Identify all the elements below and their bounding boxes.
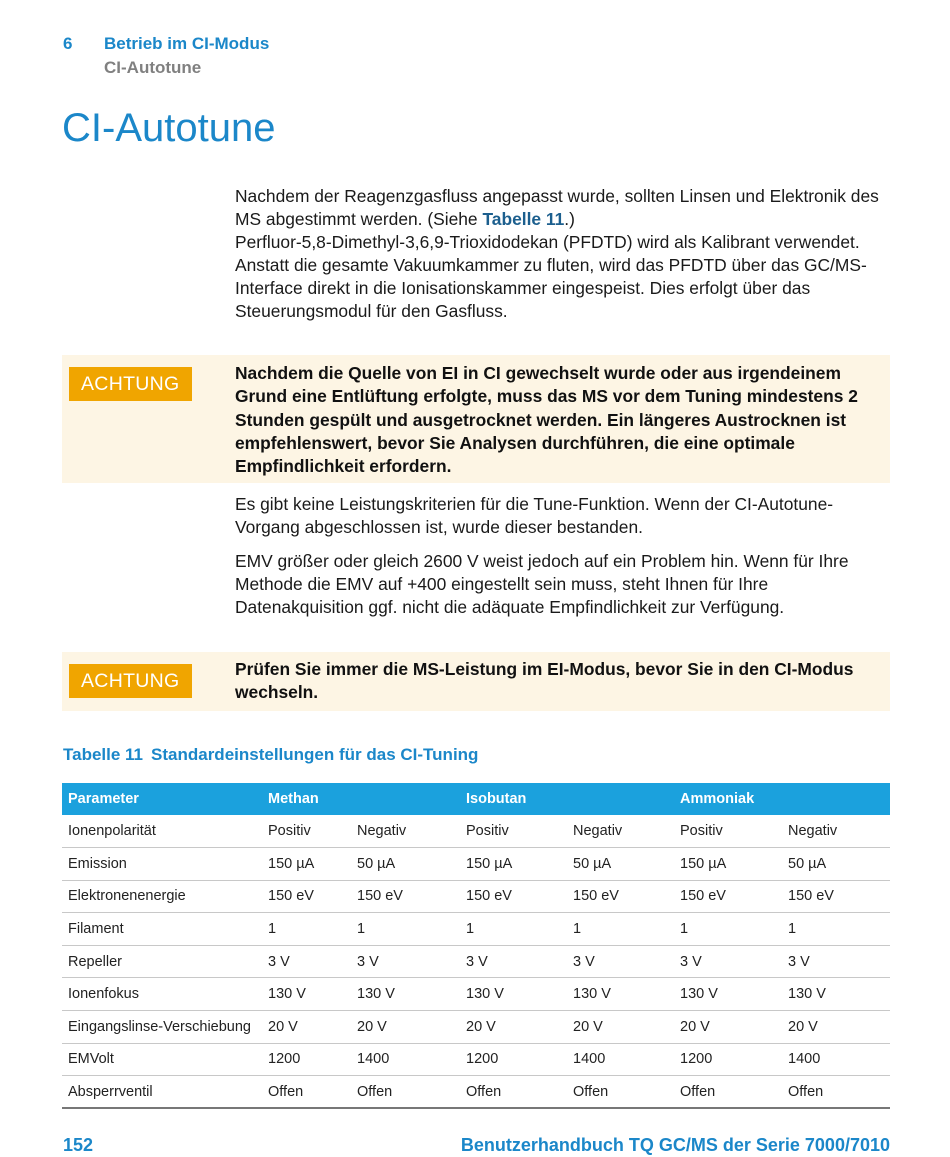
intro-paragraph: [235, 185, 895, 323]
table-row: [62, 1043, 890, 1076]
table-cell: 1400: [782, 1043, 890, 1076]
table-row-label: Repeller: [62, 945, 262, 978]
table-cell: 3 V: [567, 945, 674, 978]
table-cell: 1: [782, 913, 890, 946]
intro-text: Nachdem der Reagenzgasfluss angepasst wurde, sollten Linsen und Elektronik des MS abgestimmt werden. (Siehe: [235, 186, 879, 229]
warning-text: Prüfen Sie immer die MS-Leistung im EI-Modus, bevor Sie in den CI-Modus wechseln.: [235, 659, 854, 703]
paragraph-emv: EMV größer oder gleich 2600 V weist jedoch auf ein Problem hin. Wenn für Ihre Methode die EMV auf +400 eingestellt sein muss, steht Ihnen für Ihre Datenakquisition ggf. nicht die adäquate Empfindlichkeit zur Verfügung.: [235, 551, 849, 617]
table-cell: 1400: [567, 1043, 674, 1076]
warning-badge: ACHTUNG: [69, 367, 192, 401]
table-row-label: Ionenpolarität: [62, 815, 262, 848]
table-cell: 150 eV: [351, 880, 460, 913]
table-row: [62, 880, 890, 913]
table-cell: 3 V: [262, 945, 351, 978]
table-header-cell: Isobutan: [460, 783, 674, 815]
table-cell: 50 µA: [351, 848, 460, 881]
page-number: 152: [63, 1135, 94, 1155]
table-cell: Offen: [351, 1076, 460, 1109]
table-row-label: Emission: [62, 848, 262, 881]
table-cell: Negativ: [567, 815, 674, 848]
intro-text-end: .): [564, 209, 575, 229]
warning-badge: ACHTUNG: [69, 664, 192, 698]
table-caption-title: Standardeinstellungen für das CI-Tuning: [151, 745, 479, 764]
table-row-label: Elektronenenergie: [62, 880, 262, 913]
table-caption: [63, 745, 478, 765]
table-cell: 150 eV: [674, 880, 782, 913]
table-cell: 130 V: [460, 978, 567, 1011]
paragraph-criteria: Es gibt keine Leistungskriterien für die Tune-Funktion. Wenn der CI-Autotune-Vorgang abgeschlossen ist, wurde dieser bestanden.: [235, 494, 834, 537]
table-cell: 1: [262, 913, 351, 946]
table-caption-number: Tabelle 11: [63, 745, 144, 764]
table-cell: 150 eV: [262, 880, 351, 913]
table-row: [62, 1011, 890, 1044]
table-cell: Negativ: [351, 815, 460, 848]
table-header-cell: Parameter: [62, 783, 262, 815]
table-cell: 50 µA: [567, 848, 674, 881]
table-cell: 150 eV: [567, 880, 674, 913]
table-cell: Offen: [460, 1076, 567, 1109]
section-title: CI-Autotune: [104, 58, 202, 77]
table-cell: 130 V: [674, 978, 782, 1011]
table-cell: 1200: [674, 1043, 782, 1076]
table-cell: Positiv: [460, 815, 567, 848]
table-cell: 150 µA: [460, 848, 567, 881]
table-cell: Positiv: [674, 815, 782, 848]
table-cell: 130 V: [567, 978, 674, 1011]
table-cell: 150 µA: [262, 848, 351, 881]
table-cell: 1200: [262, 1043, 351, 1076]
table-cell: 20 V: [460, 1011, 567, 1044]
table-cell: 50 µA: [782, 848, 890, 881]
table-header-cell: Methan: [262, 783, 460, 815]
table-cell: 150 µA: [674, 848, 782, 881]
page-title: CI-Autotune: [62, 106, 276, 150]
table-cell: 150 eV: [460, 880, 567, 913]
table-row-label: Eingangslinse-Verschiebung: [62, 1011, 262, 1044]
table-cell: 1200: [460, 1043, 567, 1076]
table-cell: 20 V: [674, 1011, 782, 1044]
table-header-row: [62, 783, 890, 815]
table-header-cell: Ammoniak: [674, 783, 890, 815]
table-cell: 20 V: [782, 1011, 890, 1044]
table-cell: Offen: [674, 1076, 782, 1109]
warning-box-2: [62, 652, 890, 711]
table-row: [62, 1076, 890, 1109]
table-cell: Offen: [782, 1076, 890, 1109]
table-row-label: Ionenfokus: [62, 978, 262, 1011]
table-cell: 130 V: [262, 978, 351, 1011]
table-cell: 20 V: [351, 1011, 460, 1044]
table-cell: 20 V: [567, 1011, 674, 1044]
warning-text: Nachdem die Quelle von EI in CI gewechselt wurde oder aus irgendeinem Grund eine Entlüftung erfolgte, muss das MS vor dem Tuning mindestens 2 Stunden gespült und ausgetrocknet werden. Ein längeres Austrocknen ist empfehlenswert, bevor Sie Analysen durchführen, die eine optimale Empfindlichkeit erfordern.: [235, 363, 858, 477]
table-cell: 20 V: [262, 1011, 351, 1044]
table-row: [62, 815, 890, 848]
table-cell: 130 V: [351, 978, 460, 1011]
table-row: [62, 978, 890, 1011]
table-row-label: Filament: [62, 913, 262, 946]
table-cell: 1400: [351, 1043, 460, 1076]
warning-box-1: [62, 355, 890, 483]
table-cell: 1: [567, 913, 674, 946]
chapter-title: Betrieb im CI-Modus: [104, 34, 270, 53]
intro-paragraph-2: Perfluor-5,8-Dimethyl-3,6,9-Trioxidodekan (PFDTD) wird als Kalibrant verwendet. Anstatt die gesamte Vakuumkammer zu fluten, wird das PFDTD über das GC/MS-Interface direkt in die Ionisationskammer eingespeist. Dies erfolgt über das Steuerungsmodul für den Gasfluss.: [235, 232, 867, 321]
table-row: [62, 945, 890, 978]
table-cell: 150 eV: [782, 880, 890, 913]
table-body: [62, 815, 890, 1108]
table-cell: Offen: [567, 1076, 674, 1109]
table-cell: Negativ: [782, 815, 890, 848]
table-cell: 1: [674, 913, 782, 946]
chapter-number: 6: [63, 34, 73, 53]
table-cell: 3 V: [351, 945, 460, 978]
table-reference-link[interactable]: Tabelle 11: [482, 209, 565, 229]
table-cell: 1: [460, 913, 567, 946]
table-cell: Positiv: [262, 815, 351, 848]
table-cell: 3 V: [674, 945, 782, 978]
table-row: [62, 913, 890, 946]
table-cell: 3 V: [782, 945, 890, 978]
table-cell: 3 V: [460, 945, 567, 978]
table-cell: Offen: [262, 1076, 351, 1109]
ci-tuning-table: [62, 783, 890, 1109]
table-row-label: Absperrventil: [62, 1076, 262, 1109]
table-cell: 1: [351, 913, 460, 946]
table-row-label: EMVolt: [62, 1043, 262, 1076]
document-title: Benutzerhandbuch TQ GC/MS der Serie 7000/7010: [460, 1135, 890, 1155]
table-cell: 130 V: [782, 978, 890, 1011]
table-row: [62, 848, 890, 881]
